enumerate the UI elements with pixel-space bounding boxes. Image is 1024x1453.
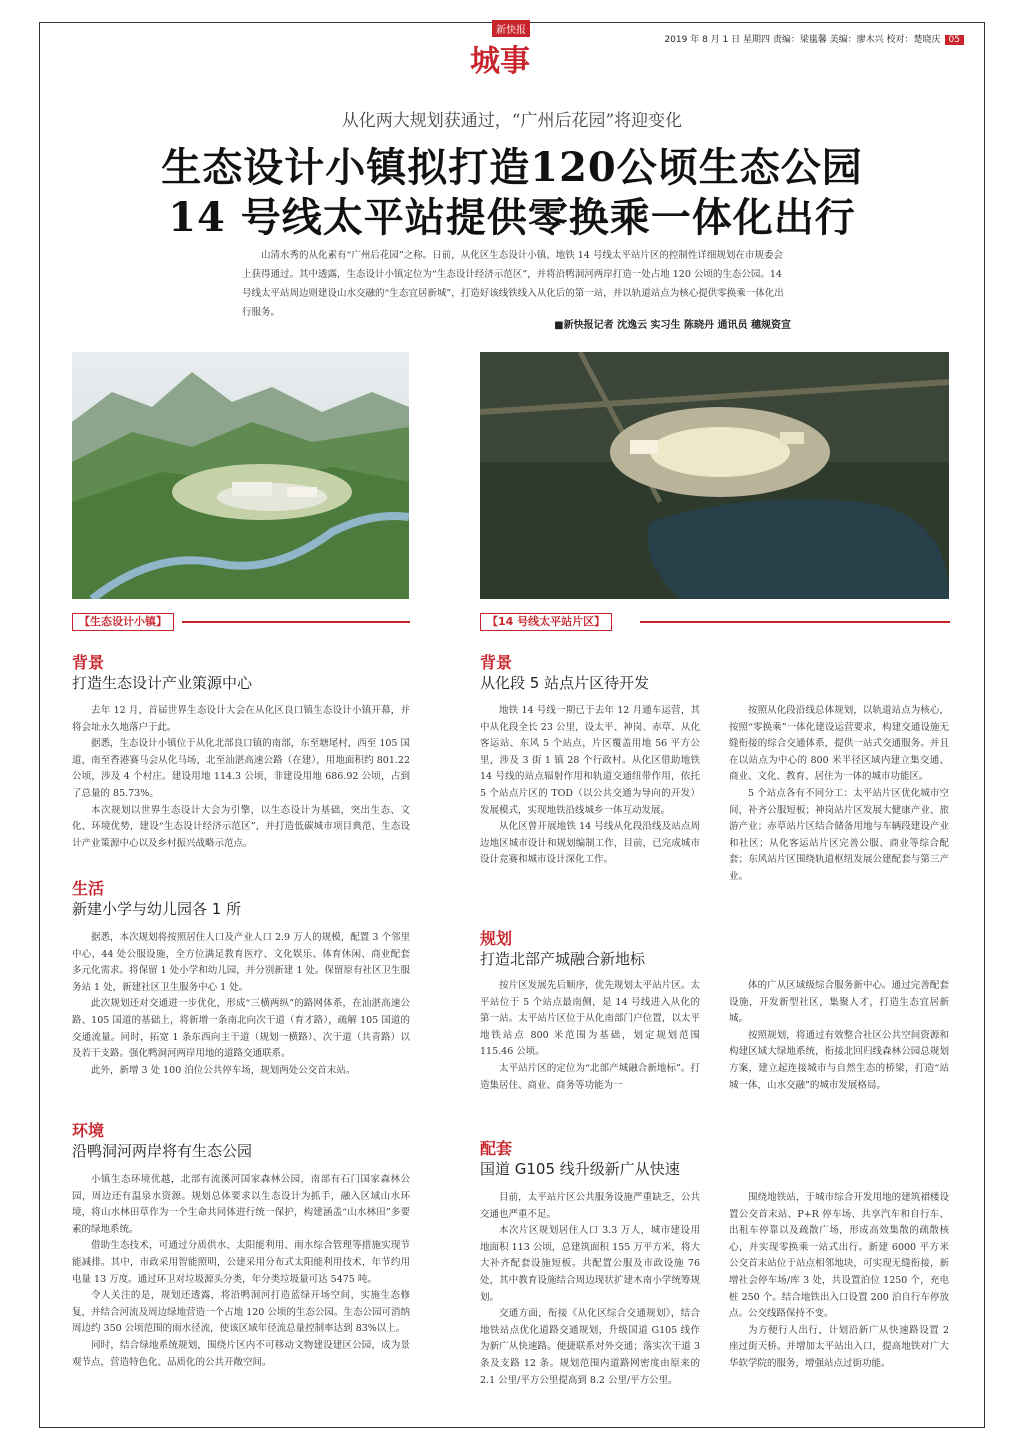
paragraph: 从化区曾开展地铁 14 号线从化段沿线及站点周边地区城市设计和规划编制工作，目前，已完成城市设计竞赛和城市设计深化工作。 [480, 821, 700, 866]
paragraph: 目前，太平站片区公共服务设施严重缺乏，公共交通也严重不足。 [480, 1192, 700, 1220]
taiping-tag-label: 【14 号线太平站片区】 [480, 613, 612, 631]
lead-paragraph: 山清水秀的从化素有“广州后花园”之称。日前，从化区生态设计小镇、地铁 14 号线太平站片区的控制性详细规划在市规委会上获得通过。其中透露，生态设计小镇定位为“生态设计经济示范区”，并将沿鸭洞河两岸打造一处占地 120 公顷的生态公园。14 号线太平站周边则建设山水交融的“生态宜居新城”，打造好该线铁线入从化后的第一站，并以轨道站点为核心提供零换乘一体化出行服务。 [242, 250, 784, 318]
paragraph: 按照规划，将通过有效整合社区公共空间资源和构建区域大绿地系统，衔接北回归线森林公园总规划方案，建立起连接城市与自然生态的桥梁，打造“站城一体，山水交融”的城市发展格局。 [729, 1029, 949, 1091]
paragraph: 按片区发展先后顺序，优先规划太平站片区。太平站位于 5 个站点最南侧，是 14 号线进入从化的第一站。太平站片区位于从化南部门户位置，以太平地铁站点 800 米范围为基础，划定规划范围 115.46 公顷。 [480, 980, 700, 1058]
page-number: 05 [945, 35, 964, 45]
tag-rule [640, 621, 950, 623]
left-s1-body [72, 703, 410, 852]
eco-town-rendering-image [72, 352, 409, 599]
right-s3-heading: 配套 [480, 1139, 513, 1158]
paragraph: 太平站片区的定位为“北部产城融合新地标”。打造集居住、商业、商务等功能为一 [480, 1062, 700, 1091]
left-s2-heading: 生活 [72, 879, 105, 898]
right-s1-heading: 背景 [480, 653, 513, 672]
eco-town-tag-label: 【生态设计小镇】 [72, 613, 174, 631]
paragraph: 按照从化段沿线总体规划，以轨道站点为核心，按照“零换乘”一体化建设运营要求，构建交通设施无缝衔接的综合交通体系，提供一站式交通服务。并且在以站点为中心的 800 米半径区域内建立集交通、商业、文化、教育、居住为一体的城市功能区。 [729, 705, 949, 783]
paragraph: 地铁 14 号线一期已于去年 12 月通车运营，其中从化段全长 23 公里，设太平、神岗、赤草、从化客运站、东风 5 个站点，片区覆盖用地 56 平方公里，涉及 3 街 1 镇 28 个行政村。从化区借助地铁 14 号线的站点辐射作用和轨道交通纽带作用，依托 5 个站点片区的 TOD（以公共交通为导向的开发）发展模式，实现地铁沿线城乡一体互动发展。 [480, 705, 700, 816]
section-title: 城事 [470, 44, 530, 79]
paragraph: 交通方面，衔接《从化区综合交通规划》，结合地铁站点优化道路交通规划，升级国道 G105 线作为新广从快速路。便捷联系对外交通；落实次干道 3 条及支路 12 条。规划范围内道路网密度由原来的 2.1 公里/平方公里提高到 8.2 公里/平方公里。 [480, 1308, 700, 1386]
paragraph: 据悉，本次规划将按照居住人口及产业人口 2.9 万人的规模，配置 3 个邻里中心，44 处公服设施，全方位满足教育医疗、文化娱乐、体育休闲、商业配套多元化需求。将保留 1 处小学和幼儿园，并分别新建 1 处。保留原有社区卫生服务站 1 处，新建社区卫生服务中心 1 处。 [72, 932, 410, 993]
paragraph: 本次片区规划居住人口 3.3 万人，城市建设用地面积 113 公顷，总建筑面积 155 万平方米，将大大补齐配套设施短板。共配置公服及市政设施 76 处，其中教育设施结合周边现状扩建木南小学统筹规划。 [480, 1225, 700, 1303]
paragraph: 本次规划以世界生态设计大会为引擎，以生态设计为基础，突出生态、文化、环境优势，建设“生态设计经济示范区”，并打造低碳城市项目典范、生态设计产业策源中心以及乡村振兴战略示范点。 [72, 804, 410, 849]
headline-line-2: 14 号线太平站提供零换乘一体化出行 [168, 194, 856, 241]
paragraph: 去年 12 月，首届世界生态设计大会在从化区良口镇生态设计小镇开幕，并将会址永久地落户于此。 [72, 705, 410, 733]
taiping-section-tag [480, 613, 950, 631]
paragraph: 据悉，生态设计小镇位于从化北部良口镇的南部，东至塘尾村，西至 105 国道，南至香港赛马会从化马场，北至汕湛高速公路（在建），用地面积约 801.22 公顷，涉及 4 个村庄。建设用地 114.3 公顷，非建设用地 686.92 公顷，占到了总量的 85.73%。 [72, 738, 410, 799]
paragraph: 此次规划还对交通进一步优化，形成“三横两纵”的路网体系，在汕湛高速公路、105 国道的基础上，将新增一条南北向次干道（育才路），疏解 105 国道的交通流量。同时，拓宽 1 条东西向主干道（规划一横路）、次干道（共青路）以及若干支路。强化鸭洞河两岸用地的道路交通联系。 [72, 998, 410, 1060]
left-s2-subheading: 新建小学与幼儿园各 1 所 [72, 900, 242, 918]
right-s3-subheading: 国道 G105 线升级新广从快速 [480, 1160, 680, 1178]
paragraph: 同时，结合绿地系统规划，围绕片区内不可移动文物建设建区公园，成为景观节点，营造特色化、品质化的公共开敞空间。 [72, 1339, 410, 1368]
left-s3-heading: 环境 [72, 1121, 105, 1140]
header-credits: 2019 年 8 月 1 日 星期四 责编：梁嵐馨 美编：廖木兴 校对：楚晓庆 [664, 35, 941, 45]
left-s1-subheading: 打造生态设计产业策源中心 [72, 674, 253, 692]
left-s3-subheading: 沿鸭洞河两岸将有生态公园 [72, 1142, 253, 1160]
right-s2-subheading: 打造北部产城融合新地标 [480, 950, 646, 968]
eco-town-section-tag [72, 613, 410, 631]
right-s1-subheading: 从化段 5 站点片区待开发 [480, 674, 650, 692]
paragraph: 小镇生态环境优越，北部有流溪河国家森林公园，南部有石门国家森林公园，周边还有温泉水资源。规划总体要求以生态设计为抓手，融入区域山水环境，将山水林田草作为一个生命共同体进行统一保护，构建涵盖“山水林田”多要素的绿地系统。 [72, 1174, 410, 1235]
left-s3-body [72, 1172, 410, 1371]
paragraph: 5 个站点各有不同分工：太平站片区优化城市空间，补齐公服短板；神岗站片区发展大健康产业、旅游产业；赤草站片区结合储备用地与车辆段建设产业和社区；从化客运站片区完善公服、商业等综合配套；东风站片区围绕轨道枢纽发展公建配套与第三产业。 [729, 787, 949, 882]
right-s2-heading: 规划 [480, 929, 513, 948]
newspaper-badge: 新快报 [492, 20, 530, 37]
paragraph: 此外，新增 3 处 100 泊位公共停车场，规划两处公交首末站。 [91, 1064, 356, 1076]
byline: ■新快报记者 沈逸云 实习生 陈晓丹 通讯员 穗规资宣 [554, 320, 791, 331]
right-s1-body-col2 [729, 703, 949, 886]
headline-line-1: 生态设计小镇拟打造120公顷生态公园 [161, 144, 863, 191]
right-s1-body-col1 [480, 703, 700, 869]
paragraph: 为方便行人出行，计划沿新广从快速路设置 2 座过街天桥。并增加太平站出入口，提高地铁对广大华软学院的服务，增强站点过街功能。 [729, 1324, 949, 1369]
page-header-info [664, 32, 964, 45]
right-s3-body-col1 [480, 1190, 700, 1389]
left-s1-heading: 背景 [72, 653, 105, 672]
paragraph: 借助生态技术，可通过分质供水、太阳能利用、雨水综合管理等措施实现节能减排。其中，市政采用智能照明，公建采用分布式太阳能利用技术，年节约用电量 13 万度。通过环卫对垃圾源头分类，年分类垃圾量可达 5475 吨。 [72, 1240, 410, 1285]
taiping-station-rendering-image [480, 352, 949, 599]
paragraph: 围绕地铁站，于城市综合开发用地的建筑裙楼设置公交首末站、P+R 停车场、共享汽车和自行车、出租车停靠以及疏散广场，形成高效集散的疏散核心，并实现零换乘一站式出行。新建 6000 平方米公交首末站位于站点相邻地块，可实现无缝衔接，新增社会停车场/库 3 处，共设置泊位 1250 个，充电桩 250 个。结合地铁出入口设置 200 泊自行车停放点。公交线路保持不变。 [729, 1192, 949, 1320]
paragraph: 令人关注的是，规划还透露，将沿鸭洞河打造蓝绿开场空间，实施生态修复，并结合河流及周边绿地营造一个占地 120 公顷的生态公园。生态公园可消纳周边约 350 公顷范围的雨水径流，使该区域年径流总量控制率达到 83%以上。 [72, 1290, 410, 1335]
kicker: 从化两大规划获通过，“广州后花园”将迎变化 [341, 111, 683, 131]
left-s2-body [72, 930, 410, 1079]
right-s3-body-col2 [729, 1190, 949, 1373]
right-s2-body-col1 [480, 978, 700, 1094]
paragraph: 体的广从区域级综合服务新中心。通过完善配套设施，开发新型社区，集聚人才，打造生态宜居新城。 [729, 980, 949, 1025]
right-s2-body-col2 [729, 978, 949, 1094]
tag-rule [182, 621, 410, 623]
